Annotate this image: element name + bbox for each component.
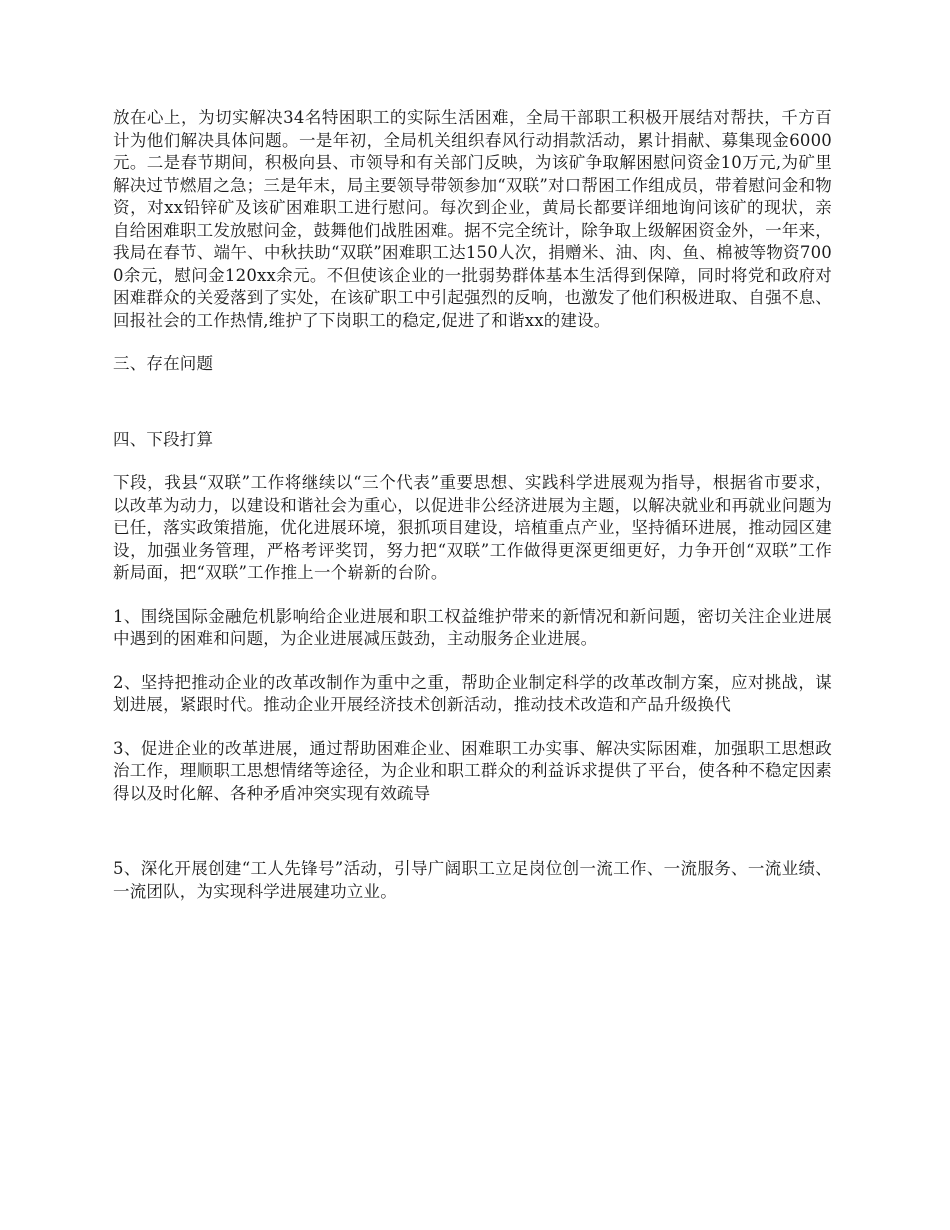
list-item: 3、促进企业的改革进展，通过帮助困难企业、困难职工办实事、解决实际困难，加强职工思想政治工作，理顺职工思想情绪等途径，为企业和职工群众的利益诉求提供了平台，使各种不稳定因素得以及时化解、各种矛盾冲突实现有效疏导 <box>113 738 832 803</box>
list-item: 2、坚持把推动企业的改革改制作为重中之重，帮助企业制定科学的改革改制方案，应对挑战，谋划进展，紧跟时代。推动企业开展经济技术创新活动，推动技术改造和产品升级换代 <box>113 672 832 714</box>
list-item: 5、深化开展创建“工人先锋号”活动，引导广阔职工立足岗位创一流工作、一流服务、一流业绩、一流团队，为实现科学进展建功立业。 <box>113 859 832 901</box>
plan-paragraph: 下段，我县“双联”工作将继续以“三个代表”重要思想、实践科学进展观为指导，根据省市要求，以改革为动力，以建设和谐社会为重心，以促进非公经济进展为主题，以解决就业和再就业问题为已任，落实政策措施，优化进展环境，狠抓项目建设，培植重点产业，坚持循环进展，推动园区建设，加强业务管理，严格考评奖罚，努力把“双联”工作做得更深更细更好，力争开创“双联”工作新局面，把“双联”工作推上一个崭新的台阶。 <box>113 473 832 582</box>
list-item: 1、围绕国际金融危机影响给企业进展和职工权益维护带来的新情况和新问题，密切关注企业进展中遇到的困难和问题，为企业进展减压鼓劲，主动服务企业进展。 <box>113 606 832 648</box>
section-heading-problems: 三、存在问题 <box>113 354 214 373</box>
section-heading-plans: 四、下段打算 <box>113 429 214 449</box>
intro-paragraph: 放在心上，为切实解决34名特困职工的实际生活困难，全局干部职工积极开展结对帮扶，千方百计为他们解决具体问题。一是年初，全局机关组织春风行动捐款活动，累计捐献、募集现金6000元。二是春节期间，积极向县、市领导和有关部门反映，为该矿争取解困慰问资金10万元,为矿里解决过节燃眉之急；三是年末，局主要领导带领参加“双联”对口帮困工作组成员，带着慰问金和物资，对xx铅锌矿及该矿困难职工进行慰问。每次到企业，黄局长都要详细地询问该矿的现状，亲自给困难职工发放慰问金，鼓舞他们战胜困难。据不完全统计，除争取上级解困资金外，一年来，我局在春节、端午、中秋扶助“双联”困难职工达150人次，捐赠米、油、肉、鱼、棉被等物资7000余元，慰问金120xx余元。不但使该企业的一批弱势群体基本生活得到保障，同时将党和政府对困难群众的关爱落到了实处，在该矿职工中引起强烈的反响，也激发了他们积极进取、自强不息、回报社会的工作热情,维护了下岗职工的稳定,促进了和谐xx的建设。 <box>113 108 832 330</box>
